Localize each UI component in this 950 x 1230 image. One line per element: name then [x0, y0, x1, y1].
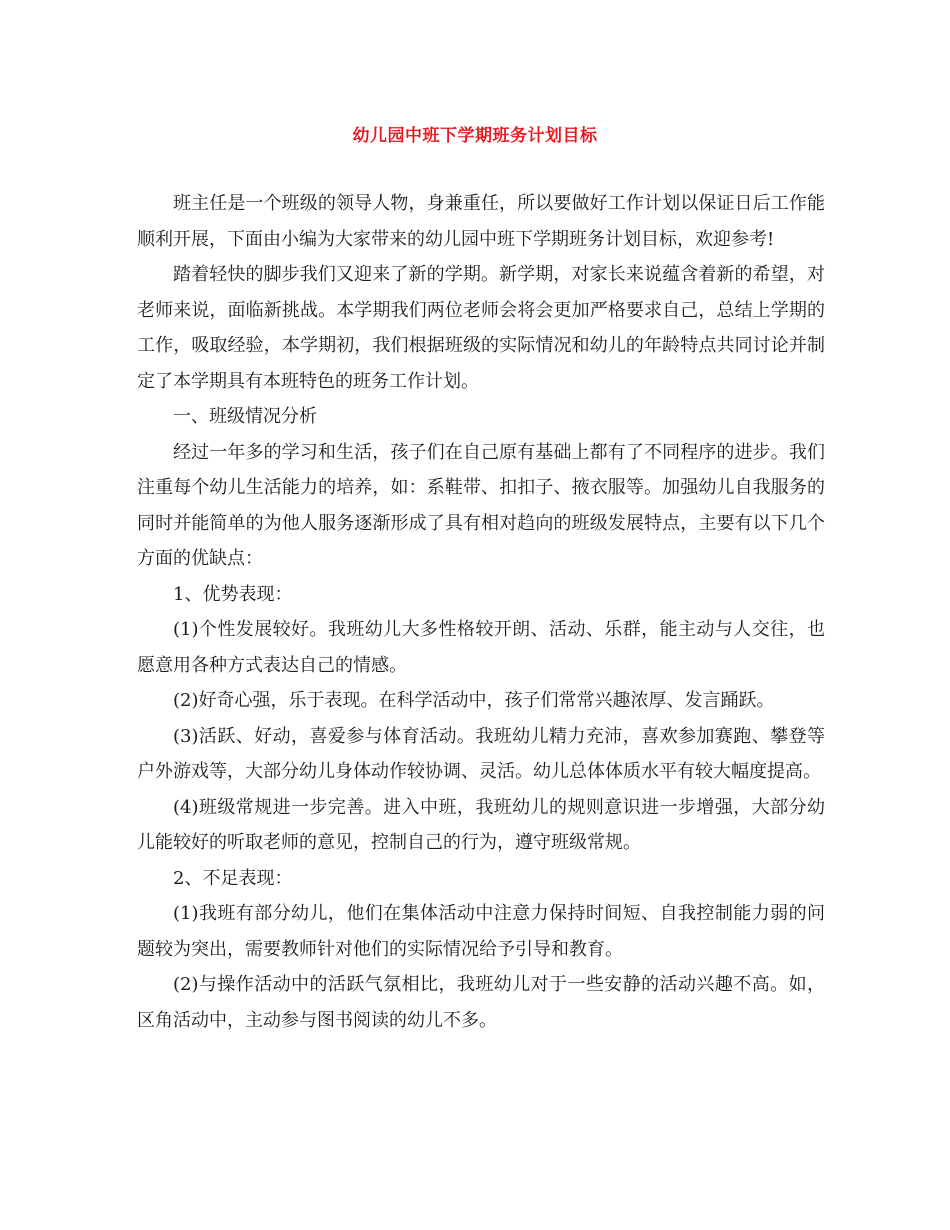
paragraph-strength-2: (2)好奇心强，乐于表现。在科学活动中，孩子们常常兴趣浓厚、发言踊跃。: [173, 690, 775, 711]
paragraph-strength-4: (4)班级常规进一步完善。进入中班，我班幼儿的规则意识进一步增强，大部分幼儿能较好的听取老师的意见，控制自己的行为，遵守班级常规。: [137, 796, 825, 853]
paragraph-class-analysis: 经过一年多的学习和生活，孩子们在自己原有基础上都有了不同程序的进步。我们注重每个幼儿生活能力的培养，如：系鞋带、扣扣子、掖衣服等。加强幼儿自我服务的同时并能简单的为他人服务逐渐形成了具有相对趋向的班级发展特点，主要有以下几个方面的优缺点：: [137, 441, 825, 569]
paragraph-weakness-1: (1)我班有部分幼儿，他们在集体活动中注意力保持时间短、自我控制能力弱的问题较为突出，需要教师针对他们的实际情况给予引导和教育。: [137, 903, 825, 960]
document-body: [137, 186, 825, 1038]
paragraph-new-semester: 踏着轻快的脚步我们又迎来了新的学期。新学期，对家长来说蕴含着新的希望，对老师来说，面临新挑战。本学期我们两位老师会将会更加严格要求自己，总结上学期的工作，吸取经验，本学期初，我们根据班级的实际情况和幼儿的年龄特点共同讨论并制定了本学期具有本班特色的班务工作计划。: [137, 264, 825, 392]
document-title: 幼儿园中班下学期班务计划目标: [352, 126, 598, 146]
paragraph-strength-1: (1)个性发展较好。我班幼儿大多性格较开朗、活动、乐群，能主动与人交往，也愿意用各种方式表达自己的情感。: [137, 619, 825, 676]
section-heading-class-analysis: 一、班级情况分析: [173, 406, 317, 427]
paragraph-strength-3: (3)活跃、好动，喜爱参与体育活动。我班幼儿精力充沛，喜欢参加赛跑、攀登等户外游戏等，大部分幼儿身体动作较协调、灵活。幼儿总体体质水平有较大幅度提高。: [137, 725, 825, 782]
subheading-weaknesses: 2、不足表现：: [173, 867, 293, 889]
subheading-strengths: 1、优势表现：: [173, 583, 293, 605]
paragraph-weakness-2: (2)与操作活动中的活跃气氛相比，我班幼儿对于一些安静的活动兴趣不高。如，区角活动中，主动参与图书阅读的幼儿不多。: [137, 974, 825, 1031]
paragraph-intro: 班主任是一个班级的领导人物，身兼重任，所以要做好工作计划以保证日后工作能顺利开展，下面由小编为大家带来的幼儿园中班下学期班务计划目标，欢迎参考!: [137, 193, 825, 250]
